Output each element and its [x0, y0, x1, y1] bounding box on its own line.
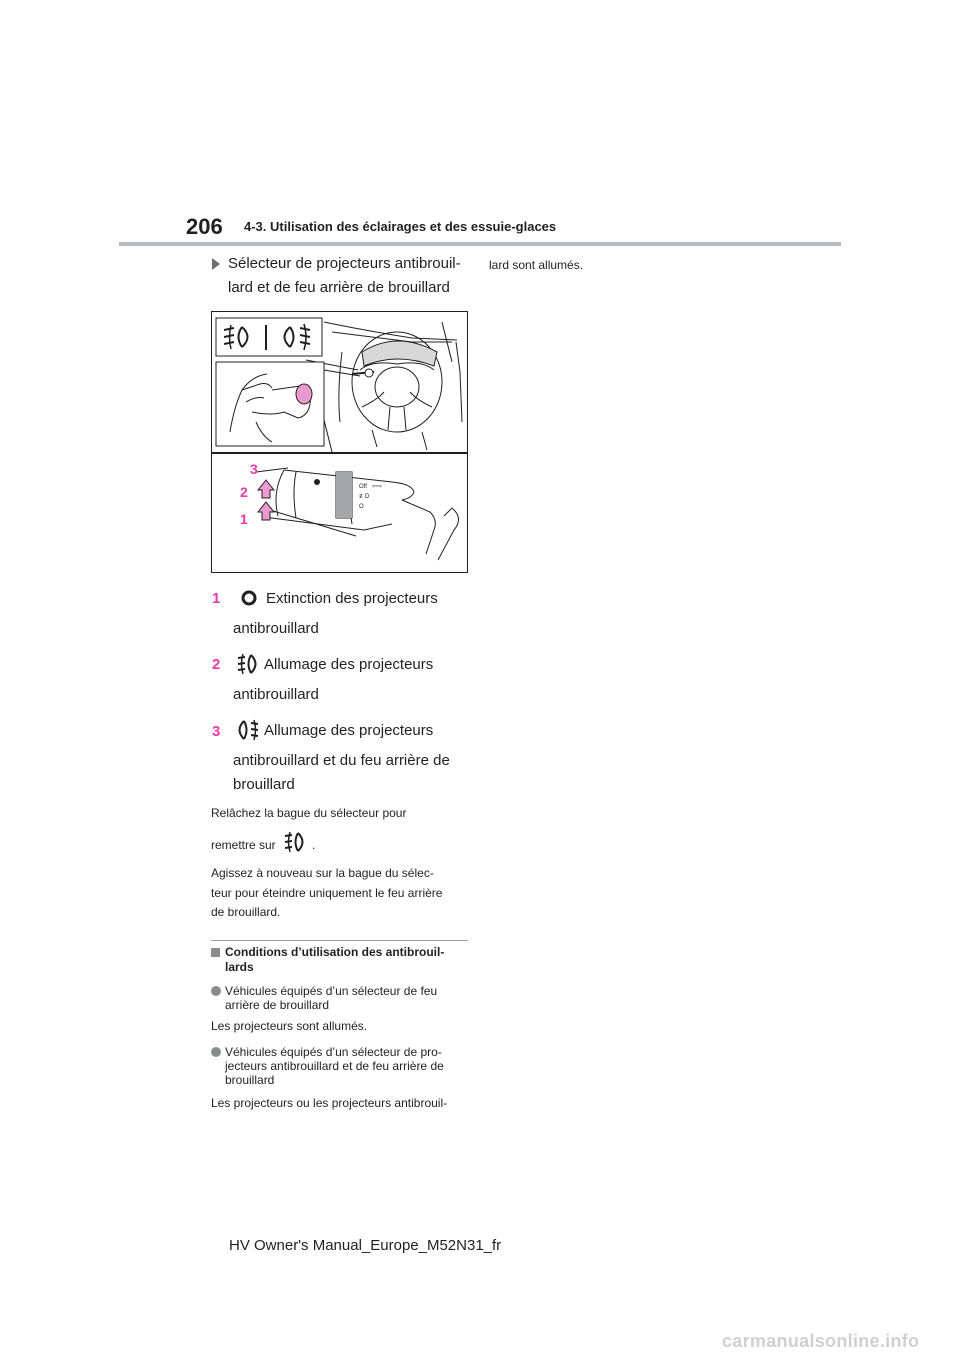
bullet-1-line1: Véhicules équipés d’un sélecteur de feu — [225, 984, 438, 998]
page-number: 206 — [186, 214, 223, 239]
callout-3: 3 — [250, 461, 258, 477]
section-square-icon — [211, 948, 220, 957]
bullet-dot-icon — [211, 986, 221, 996]
item-3-line1: Allumage des projecteurs — [264, 722, 434, 739]
bullet-2-text — [225, 1045, 470, 1087]
callout-2: 2 — [240, 484, 248, 500]
rear-fog-icon — [234, 718, 260, 742]
item-3-line2: antibrouillard et du feu arrière de — [233, 752, 450, 769]
svg-text:Off: Off — [359, 484, 367, 490]
bullet-2-line1: Véhicules équipés d’un sélecteur de pro- — [225, 1045, 442, 1059]
header-divider — [119, 242, 841, 246]
item-3-number: 3 — [212, 723, 221, 740]
section-title: 4-3. Utilisation des éclairages et des essuie-glaces — [244, 219, 557, 234]
watermark: carmanualsonline.info — [722, 1331, 920, 1351]
continuation-text: lard sont allumés. — [489, 258, 584, 272]
again-note-line1: Agissez à nouveau sur la bague du sélec- — [211, 866, 434, 880]
front-fog-icon — [283, 830, 307, 854]
bullet-2-line3: brouillard — [225, 1073, 275, 1087]
release-note-end: . — [312, 838, 316, 852]
off-icon — [240, 589, 258, 607]
selector-title — [228, 252, 468, 300]
footer-text: HV Owner's Manual_Europe_M52N31_fr — [229, 1237, 502, 1254]
item-1-line2: antibrouillard — [233, 620, 319, 637]
conditions-title-line1: Conditions d’utilisation des antibrouil- — [225, 945, 445, 959]
svg-text:≢D: ≢D — [359, 494, 370, 500]
conditions-title-line2: lards — [225, 960, 254, 974]
conditions-title — [225, 945, 469, 975]
callout-1: 1 — [240, 511, 248, 527]
figure-illustration — [212, 312, 467, 572]
svg-text:O: O — [359, 504, 364, 510]
item-1-line1: Extinction des projecteurs — [266, 590, 438, 607]
fog-light-switch-figure — [211, 311, 468, 573]
item-2-line2: antibrouillard — [233, 686, 319, 703]
front-fog-icon — [236, 652, 260, 676]
selector-title-line2: lard et de feu arrière de brouillard — [228, 279, 450, 296]
item-2-line1: Allumage des projecteurs — [264, 656, 434, 673]
bullet-1-text — [225, 984, 470, 1012]
again-note-line3: de brouillard. — [211, 905, 281, 919]
release-note-line2: remettre sur — [211, 838, 276, 852]
selector-title-line1: Sélecteur de projecteurs antibrouil- — [228, 255, 461, 272]
conditions-divider — [211, 940, 468, 941]
bullet-2-line2: jecteurs antibrouillard et de feu arrière de — [225, 1059, 444, 1073]
release-note-line1: Relâchez la bague du sélecteur pour — [211, 806, 407, 820]
item-1-number: 1 — [212, 590, 221, 607]
section-arrow-icon — [212, 258, 220, 270]
again-note-line2: teur pour éteindre uniquement le feu arrière — [211, 886, 443, 900]
item-3-line3: brouillard — [233, 776, 295, 793]
bullet-dot-icon — [211, 1047, 221, 1057]
bullet-2-result: Les projecteurs ou les projecteurs antibrouil- — [211, 1096, 448, 1110]
bullet-1-result: Les projecteurs sont allumés. — [211, 1019, 368, 1033]
svg-text:⇦⇨: ⇦⇨ — [372, 484, 383, 490]
item-2-number: 2 — [212, 656, 221, 673]
bullet-1-line2: arrière de brouillard — [225, 998, 330, 1012]
